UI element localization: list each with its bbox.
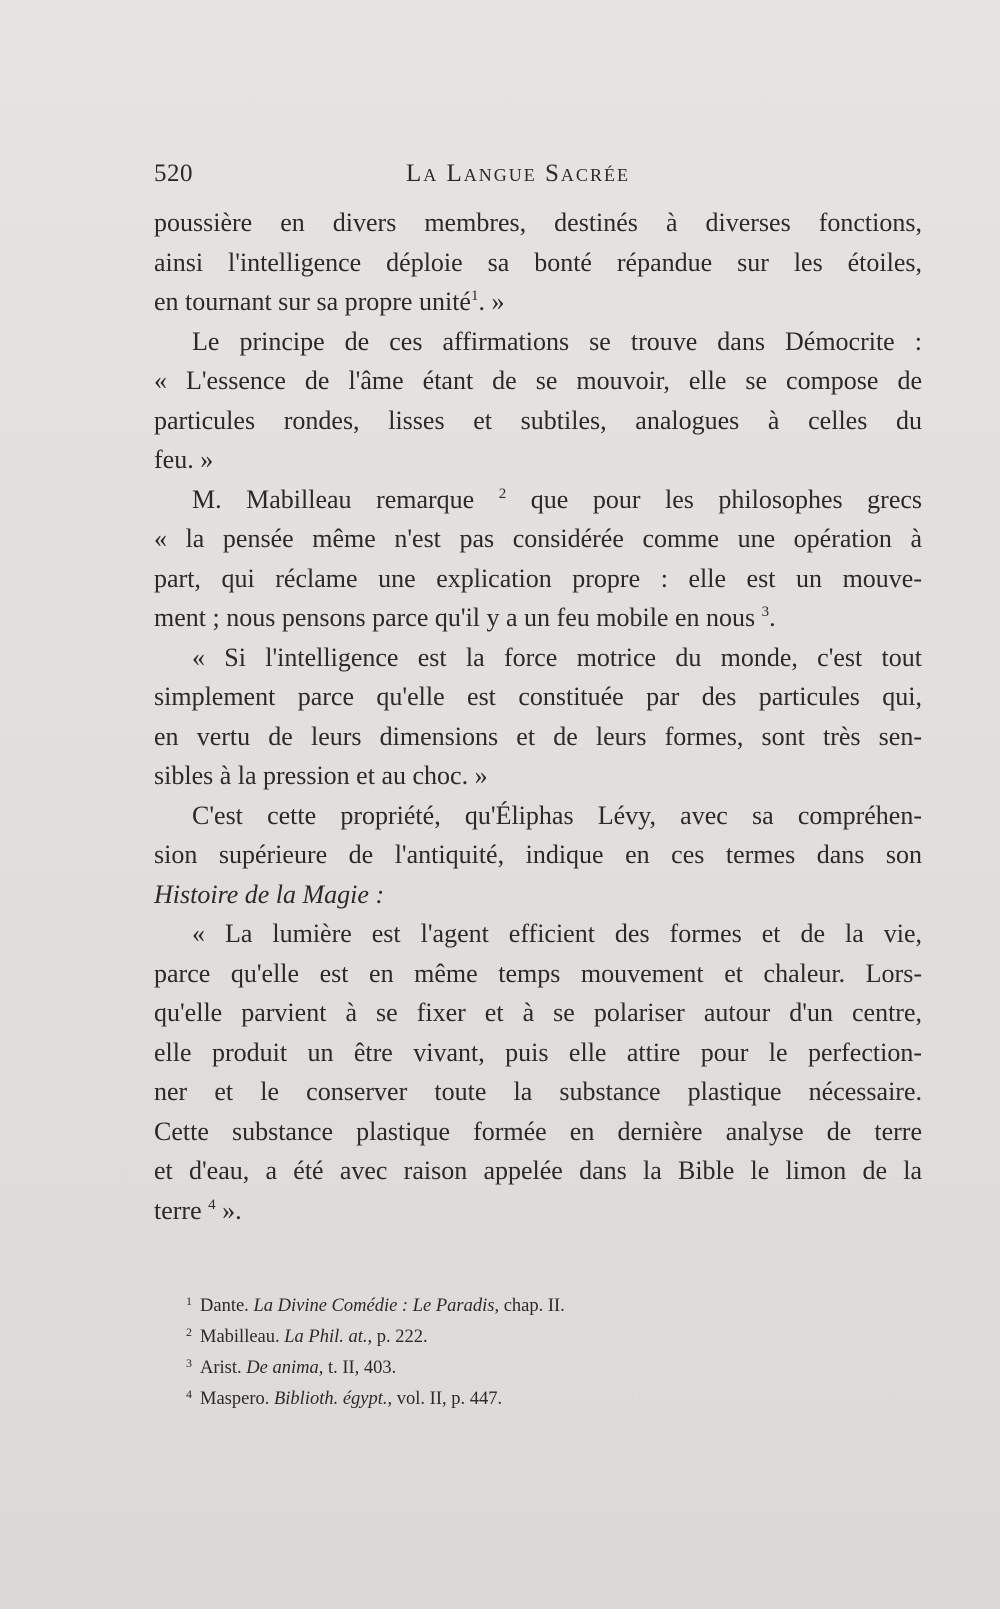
footnote-ref: 2 — [498, 485, 507, 502]
text-line: C'est cette propriété, qu'Éliphas Lévy, avec sa compréhen- — [192, 800, 922, 830]
text-line: simplement parce qu'elle est constituée par des particules qui, — [154, 682, 922, 711]
book-title: Histoire de la Magie : — [154, 879, 385, 909]
text-line: part, qui réclame une explication propre : elle est un mouve- — [154, 563, 922, 593]
footnote: 4 Maspero. Biblioth. égypt., vol. II, p. 447. — [186, 1381, 746, 1412]
text-line: Le principe de ces affirmations se trouve dans Démocrite : — [192, 326, 922, 356]
text-line: en tournant sur sa propre unité$^1$. » — [154, 287, 505, 316]
footnote-ref: 4 — [208, 1196, 216, 1213]
text-line: poussière en divers membres, destinés à diverses fonctions, — [154, 208, 922, 237]
page-number: 520 — [154, 160, 193, 187]
footnote-ref: 1 — [470, 288, 479, 304]
footnote-mark: 1 — [186, 1294, 192, 1308]
text-line: feu. » — [154, 445, 214, 474]
footnote-ref: 3 — [761, 604, 770, 620]
text-line: elle produit un être vivant, puis elle attire pour le perfection- — [154, 1037, 922, 1067]
text-line: parce qu'elle est en même temps mouvement et chaleur. Lors- — [154, 958, 922, 988]
text-line: M. Mabilleau remarque $^2$ que pour les philosophes grecs — [192, 484, 923, 514]
text-line: ainsi l'intelligence déploie sa bonté répandue sur les étoiles, — [154, 247, 922, 277]
text-line: « La lumière est l'agent efficient des formes et de la vie, — [192, 919, 922, 948]
footnote: 3 Arist. De anima, t. II, 403. — [186, 1350, 746, 1381]
running-title: La Langue Sacrée — [406, 160, 630, 187]
text-line: « L'essence de l'âme étant de se mouvoir, elle se compose de — [154, 366, 922, 395]
text-line: Cette substance plastique formée en dernière analyse de terre — [154, 1116, 922, 1146]
text-line: et d'eau, a été avec raison appelée dans la Bible le limon de la — [154, 1156, 922, 1185]
text-line: qu'elle parvient à se fixer et à se polariser autour d'un centre, — [154, 998, 922, 1027]
text-line: « la pensée même n'est pas considérée comme une opération à — [154, 524, 922, 553]
body-text — [154, 203, 922, 1230]
text-line: ner et le conserver toute la substance plastique nécessaire. — [154, 1077, 922, 1106]
footnote-mark: 2 — [186, 1325, 192, 1339]
footnote-mark: 3 — [186, 1356, 192, 1370]
text-line: ment ; nous pensons parce qu'il y a un feu mobile en nous $^3$. — [154, 603, 776, 632]
footnote-mark: 4 — [186, 1387, 192, 1401]
text-line: sibles à la pression et au choc. » — [154, 761, 488, 790]
text-line: particules rondes, lisses et subtiles, analogues à celles du — [154, 405, 922, 435]
page-header — [154, 160, 674, 194]
footnotes — [186, 1288, 746, 1412]
text-line: en vertu de leurs dimensions et de leurs formes, sont très sen- — [154, 721, 922, 751]
footnote: 2 Mabilleau. La Phil. at., p. 222. — [186, 1319, 746, 1350]
text-line: sion supérieure de l'antiquité, indique en ces termes dans son — [154, 840, 922, 869]
text-line — [154, 875, 922, 915]
text-line: « Si l'intelligence est la force motrice du monde, c'est tout — [192, 642, 922, 672]
text-line: terre $^4$ ». — [154, 1195, 242, 1225]
footnote: 1 Dante. La Divine Comédie : Le Paradis, chap. II. — [186, 1288, 746, 1319]
